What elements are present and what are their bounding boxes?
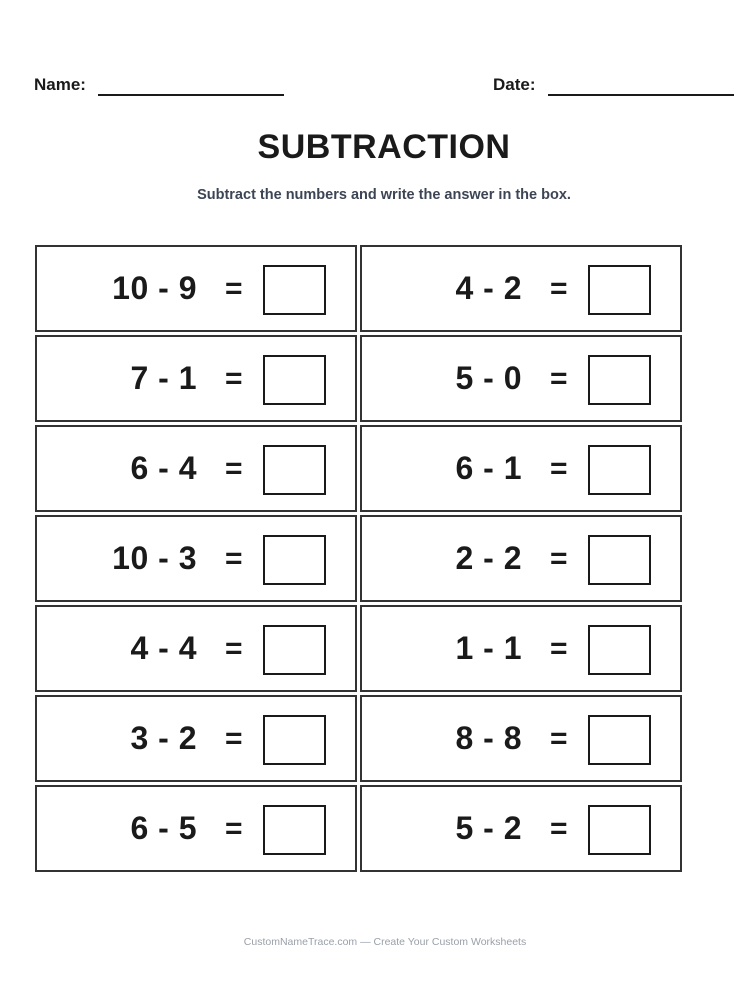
answer-box[interactable] bbox=[263, 625, 326, 675]
problem-expression: 8 - 8 bbox=[455, 720, 522, 756]
equals-sign: = bbox=[225, 632, 243, 665]
answer-box[interactable] bbox=[263, 805, 326, 855]
answer-box[interactable] bbox=[588, 355, 651, 405]
name-line[interactable] bbox=[98, 78, 284, 96]
answer-box[interactable] bbox=[263, 265, 326, 315]
equals-sign: = bbox=[550, 722, 568, 755]
problem-cell bbox=[360, 425, 682, 512]
problem-cell bbox=[360, 695, 682, 782]
problem-cell bbox=[360, 335, 682, 422]
problem-cell bbox=[360, 605, 682, 692]
equals-sign: = bbox=[225, 542, 243, 575]
equals-sign: = bbox=[550, 272, 568, 305]
answer-box[interactable] bbox=[588, 445, 651, 495]
problem-expression: 10 - 9 bbox=[112, 270, 197, 306]
problem-grid bbox=[35, 245, 682, 872]
problem-expression: 10 - 3 bbox=[112, 540, 197, 576]
problem-expression: 6 - 5 bbox=[130, 810, 197, 846]
footer-credit: CustomNameTrace.com — Create Your Custom Worksheets bbox=[243, 936, 527, 948]
name-field bbox=[34, 74, 284, 96]
answer-box[interactable] bbox=[263, 535, 326, 585]
problem-expression: 6 - 4 bbox=[130, 450, 197, 486]
problem-expression: 7 - 1 bbox=[130, 360, 197, 396]
problem-cell bbox=[35, 245, 357, 332]
equals-sign: = bbox=[550, 632, 568, 665]
equals-sign: = bbox=[225, 362, 243, 395]
problem-cell bbox=[35, 695, 357, 782]
header-row bbox=[34, 74, 738, 98]
answer-box[interactable] bbox=[588, 265, 651, 315]
problem-expression: 4 - 4 bbox=[130, 630, 197, 666]
name-label: Name: bbox=[34, 75, 86, 94]
problem-expression: 5 - 2 bbox=[455, 810, 522, 846]
page-title: SUBTRACTION bbox=[257, 128, 511, 166]
date-field bbox=[493, 74, 734, 96]
answer-box[interactable] bbox=[263, 445, 326, 495]
answer-box[interactable] bbox=[588, 715, 651, 765]
problem-cell bbox=[360, 785, 682, 872]
equals-sign: = bbox=[550, 542, 568, 575]
answer-box[interactable] bbox=[588, 625, 651, 675]
equals-sign: = bbox=[550, 452, 568, 485]
problem-cell bbox=[35, 515, 357, 602]
equals-sign: = bbox=[225, 452, 243, 485]
equals-sign: = bbox=[550, 362, 568, 395]
equals-sign: = bbox=[225, 272, 243, 305]
problem-expression: 5 - 0 bbox=[455, 360, 522, 396]
problem-cell bbox=[35, 785, 357, 872]
problem-expression: 3 - 2 bbox=[130, 720, 197, 756]
answer-box[interactable] bbox=[263, 715, 326, 765]
equals-sign: = bbox=[550, 812, 568, 845]
problem-expression: 1 - 1 bbox=[455, 630, 522, 666]
instructions: Subtract the numbers and write the answer in the box. bbox=[197, 187, 571, 203]
problem-cell bbox=[360, 515, 682, 602]
problem-cell bbox=[35, 335, 357, 422]
problem-expression: 6 - 1 bbox=[455, 450, 522, 486]
answer-box[interactable] bbox=[263, 355, 326, 405]
problem-expression: 4 - 2 bbox=[455, 270, 522, 306]
problem-expression: 2 - 2 bbox=[455, 540, 522, 576]
problem-cell bbox=[35, 605, 357, 692]
problem-cell bbox=[35, 425, 357, 512]
answer-box[interactable] bbox=[588, 535, 651, 585]
date-line[interactable] bbox=[548, 78, 734, 96]
date-label: Date: bbox=[493, 75, 536, 94]
problem-cell bbox=[360, 245, 682, 332]
equals-sign: = bbox=[225, 722, 243, 755]
answer-box[interactable] bbox=[588, 805, 651, 855]
equals-sign: = bbox=[225, 812, 243, 845]
